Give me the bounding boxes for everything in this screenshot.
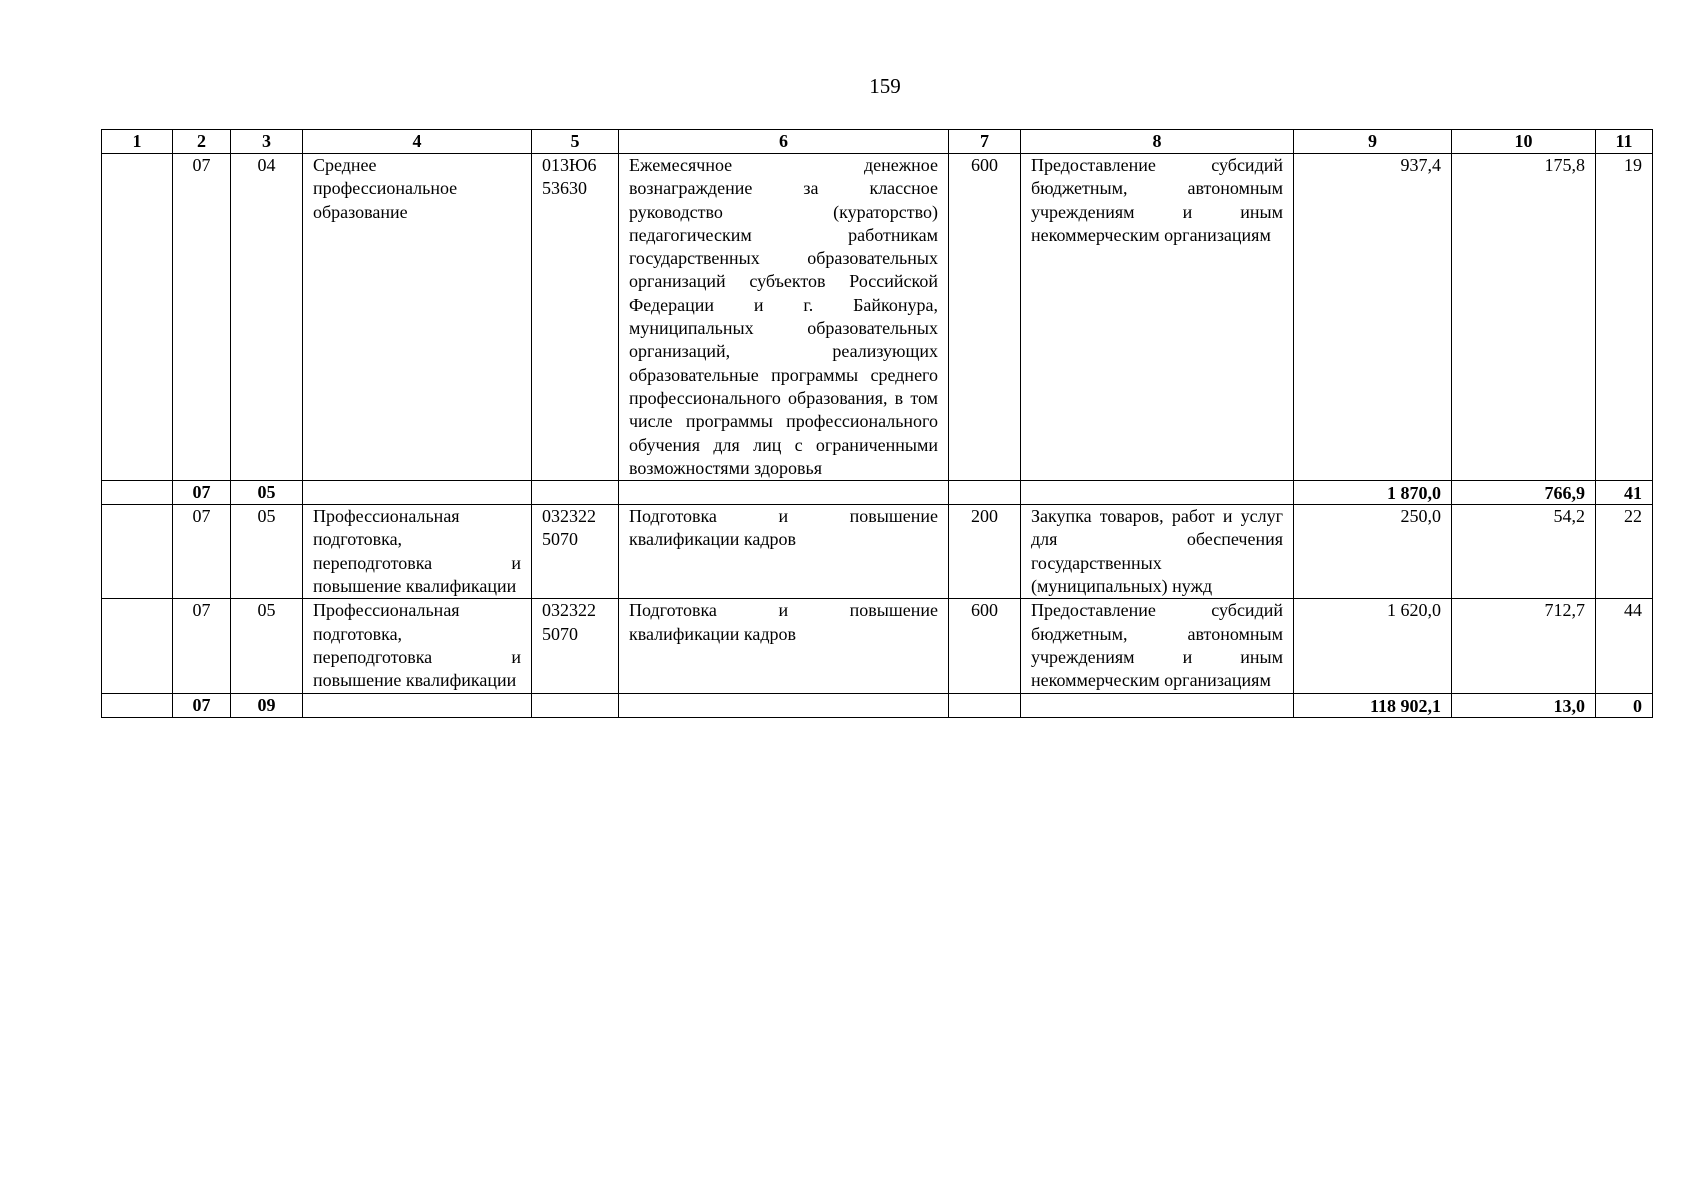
cell-target-code: 032322 5070 (532, 505, 619, 599)
cell-expense-name: Предоставление субсидий бюджетным, автономным учреждениям и иным некоммерческим организациям (1021, 599, 1294, 693)
header-col-1: 1 (102, 130, 173, 154)
cell-col1 (102, 505, 173, 599)
cell-percent: 0 (1596, 693, 1653, 717)
header-col-4: 4 (303, 130, 532, 154)
cell-percent: 22 (1596, 505, 1653, 599)
header-col-3: 3 (231, 130, 303, 154)
cell-actual: 13,0 (1452, 693, 1596, 717)
cell-plan: 1 620,0 (1294, 599, 1452, 693)
table-row (102, 599, 1653, 693)
cell-subsection: 04 (231, 154, 303, 481)
cell-expense-name (1021, 693, 1294, 717)
cell-actual: 175,8 (1452, 154, 1596, 481)
cell-target-code (532, 693, 619, 717)
cell-expense-type (949, 693, 1021, 717)
cell-description: Подготовка и повышение квалификации кадров (619, 505, 949, 599)
cell-expense-name (1021, 481, 1294, 505)
total-row (102, 481, 1653, 505)
cell-description (619, 481, 949, 505)
header-col-2: 2 (173, 130, 231, 154)
cell-plan: 250,0 (1294, 505, 1452, 599)
cell-percent: 44 (1596, 599, 1653, 693)
cell-expense-name: Закупка товаров, работ и услуг для обеспечения государственных (муниципальных) нужд (1021, 505, 1294, 599)
cell-subsection: 09 (231, 693, 303, 717)
cell-target-code (532, 481, 619, 505)
cell-col1 (102, 481, 173, 505)
cell-name (303, 693, 532, 717)
total-row (102, 693, 1653, 717)
cell-subsection: 05 (231, 505, 303, 599)
table-row (102, 154, 1653, 481)
page-number: 159 (869, 74, 901, 98)
cell-subsection: 05 (231, 481, 303, 505)
table-row (102, 505, 1653, 599)
header-row (102, 130, 1653, 154)
cell-section: 07 (173, 505, 231, 599)
cell-col1 (102, 693, 173, 717)
cell-expense-type (949, 481, 1021, 505)
cell-section: 07 (173, 154, 231, 481)
cell-expense-type: 600 (949, 154, 1021, 481)
header-col-7: 7 (949, 130, 1021, 154)
cell-actual: 712,7 (1452, 599, 1596, 693)
cell-expense-name: Предоставление субсидий бюджетным, автономным учреждениям и иным некоммерческим организациям (1021, 154, 1294, 481)
cell-description (619, 693, 949, 717)
cell-description: Ежемесячное денежное вознаграждение за классное руководство (кураторство) педагогическим работникам государственных образовательных организаций субъектов Российской Федерации и г. Байконура, муниципальных образовательных организаций, реализующих образовательные программы среднего профессионального образования, в том числе программы профессионального обучения для лиц с ограниченными возможностями здоровья (619, 154, 949, 481)
cell-target-code: 013Ю6 53630 (532, 154, 619, 481)
cell-expense-type: 600 (949, 599, 1021, 693)
header-col-9: 9 (1294, 130, 1452, 154)
header-col-8: 8 (1021, 130, 1294, 154)
cell-percent: 41 (1596, 481, 1653, 505)
cell-name (303, 481, 532, 505)
cell-actual: 766,9 (1452, 481, 1596, 505)
header-col-10: 10 (1452, 130, 1596, 154)
cell-name: Среднее профессиональное образование (303, 154, 532, 481)
cell-col1 (102, 599, 173, 693)
header-col-11: 11 (1596, 130, 1653, 154)
cell-percent: 19 (1596, 154, 1653, 481)
cell-actual: 54,2 (1452, 505, 1596, 599)
cell-plan: 937,4 (1294, 154, 1452, 481)
cell-name: Профессиональная подготовка, переподготовка и повышение квалификации (303, 505, 532, 599)
header-col-5: 5 (532, 130, 619, 154)
cell-expense-type: 200 (949, 505, 1021, 599)
cell-subsection: 05 (231, 599, 303, 693)
cell-section: 07 (173, 599, 231, 693)
cell-plan: 1 870,0 (1294, 481, 1452, 505)
budget-table (101, 129, 1653, 718)
header-col-6: 6 (619, 130, 949, 154)
cell-section: 07 (173, 693, 231, 717)
cell-plan: 118 902,1 (1294, 693, 1452, 717)
cell-section: 07 (173, 481, 231, 505)
cell-description: Подготовка и повышение квалификации кадров (619, 599, 949, 693)
cell-col1 (102, 154, 173, 481)
cell-target-code: 032322 5070 (532, 599, 619, 693)
cell-name: Профессиональная подготовка, переподготовка и повышение квалификации (303, 599, 532, 693)
